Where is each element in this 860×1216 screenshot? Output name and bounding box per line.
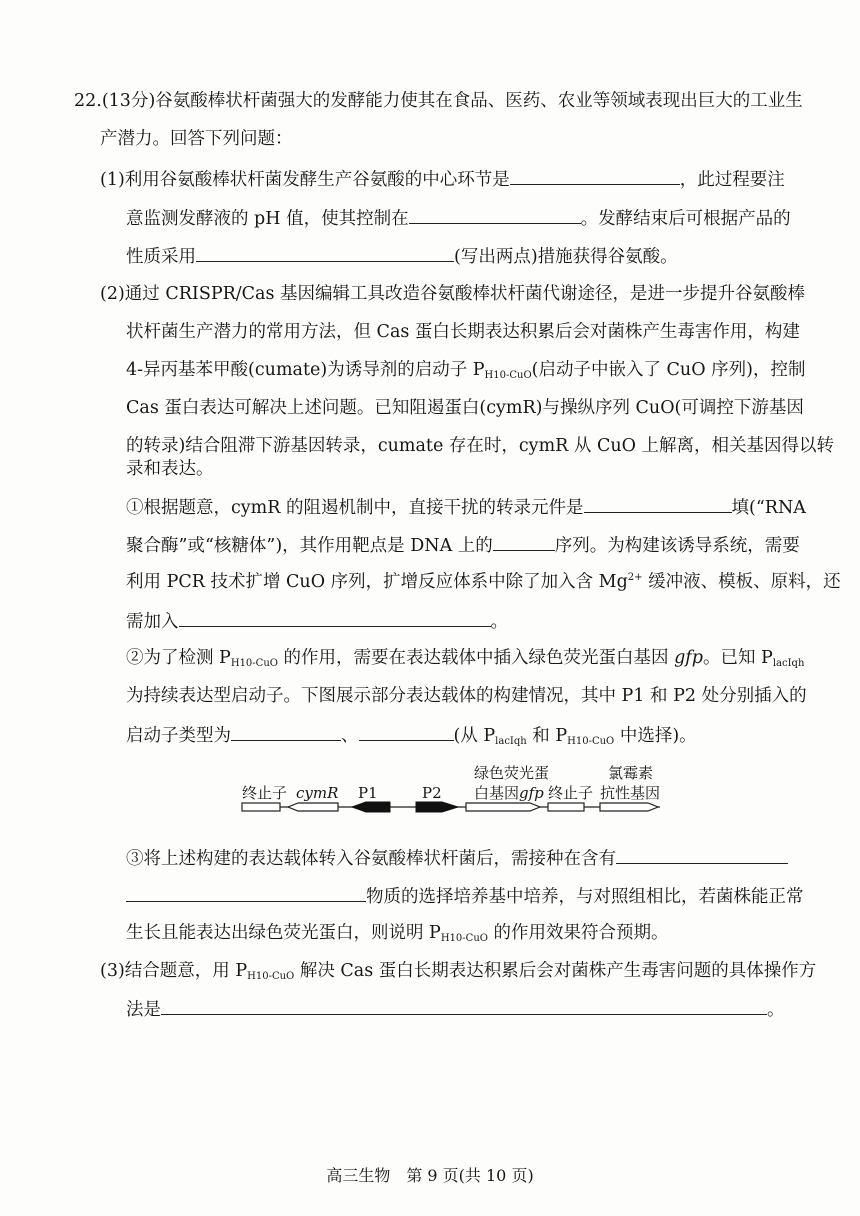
sub2-text: 中选择)。 — [614, 726, 697, 746]
sub2-text: ②为了检测 P — [126, 648, 231, 668]
part2-line-1 — [100, 282, 860, 306]
sub2-line-2 — [126, 684, 860, 708]
part2-text: (启动子中嵌入了 CuO 序列)，控制 — [531, 360, 806, 380]
resistance-label-line-2: 抗性基因 — [600, 784, 661, 802]
promoter-subscript: H10-CuO — [440, 933, 488, 944]
gfp-label-text: 白基因 — [474, 784, 520, 802]
p1-label: P1 — [358, 784, 378, 802]
answer-blank[interactable] — [359, 722, 454, 741]
gfp-label-gene: gfp — [519, 784, 544, 802]
question-number: 22. — [74, 91, 102, 111]
part3-text: 解决 Cas 蛋白长期表达积累后会对菌株产生毒害问题的具体操作方 — [294, 961, 817, 981]
answer-blank[interactable] — [231, 722, 341, 741]
promoter-subscript: H10-CuO — [230, 658, 278, 669]
part2-text: 录和表达。 — [126, 459, 214, 479]
sub1-line-4 — [126, 608, 860, 634]
terminator-2-label: 终止子 — [548, 784, 594, 802]
part2-text: 4-异丙基苯甲酸(cumate)为诱导剂的启动子 P — [126, 360, 485, 380]
sub2-text: 的作用，需要在表达载体中插入绿色荧光蛋白基因 — [277, 648, 675, 668]
gfp-label-line-1: 绿色荧光蛋 — [474, 764, 550, 782]
part2-line-5 — [126, 434, 860, 458]
sub2-text: 和 P — [526, 726, 568, 746]
sub1-text: 序列。为构建该诱导系统，需要 — [554, 536, 800, 556]
part3-line-2 — [126, 996, 860, 1022]
part1-line-1 — [100, 166, 860, 192]
sub1-line-3 — [126, 570, 860, 594]
terminator-1-box — [242, 803, 280, 811]
sub1-line-2 — [126, 532, 860, 558]
part1-text: (写出两点)措施获得谷氨酸。 — [454, 247, 678, 267]
part1-text: 性质采用 — [126, 247, 196, 267]
sub1-line-1 — [126, 494, 860, 520]
sub1-text: 填(“RNA — [731, 498, 806, 518]
answer-blank[interactable] — [196, 243, 454, 262]
part3-text: (3)结合题意，用 P — [100, 961, 248, 981]
sub2-line-3 — [126, 722, 860, 748]
sub1-text: 缓冲液、模板、原料，还 — [642, 572, 841, 592]
gfp-label-line-2 — [474, 784, 544, 802]
answer-blank[interactable] — [510, 166, 680, 185]
sub3-text: ③将上述构建的表达载体转入谷氨酸棒状杆菌后，需接种在含有 — [126, 849, 616, 869]
cymr-label: cymR — [296, 784, 339, 802]
answer-blank[interactable] — [616, 845, 788, 864]
vector-diagram — [230, 762, 670, 822]
sub2-text: 为持续表达型启动子。下图展示部分表达载体的构建情况，其中 P1 和 P2 处分别插入的 — [126, 686, 807, 706]
sub2-text: (从 P — [453, 726, 496, 746]
question-intro-line-1 — [74, 89, 860, 113]
sub2-text: 、 — [341, 726, 359, 746]
part2-line-6 — [126, 457, 860, 481]
gene-name: gfp — [674, 648, 703, 668]
sub3-line-2 — [126, 883, 860, 909]
part1-text: 。发酵结束后可根据产品的 — [580, 209, 791, 229]
answer-blank[interactable] — [126, 883, 366, 902]
part2-line-3 — [126, 358, 860, 382]
resistance-label-line-1: 氯霉素 — [608, 764, 654, 782]
sub1-text: 需加入 — [126, 612, 179, 632]
terminator-2-box — [548, 803, 584, 811]
sub2-line-1 — [126, 646, 860, 670]
question-score: (13分) — [101, 91, 156, 111]
p1-promoter-arrow — [352, 802, 390, 812]
part1-line-3 — [126, 243, 860, 269]
question-intro-line-2 — [100, 127, 860, 151]
gfp-gene-arrow — [466, 803, 540, 811]
sub1-text: 。 — [490, 612, 508, 632]
answer-blank[interactable] — [493, 532, 555, 551]
sub1-text: ①根据题意，cymR 的阻遏机制中，直接干扰的转录元件是 — [126, 498, 584, 518]
question-intro-text-2: 产潜力。回答下列问题： — [100, 129, 293, 149]
answer-blank[interactable] — [179, 608, 491, 627]
answer-blank[interactable] — [409, 205, 581, 224]
p2-label: P2 — [422, 784, 442, 802]
part3-text: 。 — [767, 1000, 785, 1020]
part2-line-2 — [126, 320, 860, 344]
part2-line-4 — [126, 396, 860, 420]
mg-superscript: 2+ — [627, 572, 643, 583]
sub3-line-1 — [126, 845, 860, 871]
sub2-text: 启动子类型为 — [126, 726, 231, 746]
part2-text: (2)通过 CRISPR/Cas 基因编辑工具改造谷氨酸棒状杆菌代谢途径，是进一步提升谷氨酸棒 — [100, 284, 806, 304]
part3-text: 法是 — [126, 1000, 161, 1020]
part1-line-2 — [126, 205, 860, 231]
question-intro-text: 谷氨酸棒状杆菌强大的发酵能力使其在食品、医药、农业等领域表现出巨大的工业生 — [155, 91, 803, 111]
answer-blank[interactable] — [584, 494, 732, 513]
sub1-text: 聚合酶”或“核糖体”)，其作用靶点是 DNA 上的 — [126, 536, 493, 556]
part2-text: Cas 蛋白表达可解决上述问题。已知阻遏蛋白(cymR)与操纵序列 CuO(可调控下游基因 — [126, 398, 804, 418]
answer-blank[interactable] — [161, 996, 767, 1015]
promoter-subscript: lacIqh — [495, 736, 527, 747]
p2-promoter-arrow — [416, 802, 458, 812]
part2-text: 状杆菌生产潜力的常用方法，但 Cas 蛋白长期表达积累后会对菌株产生毒害作用，构建 — [126, 322, 800, 342]
promoter-subscript: H10-CuO — [484, 370, 532, 381]
part3-line-1 — [100, 959, 860, 983]
promoter-subscript: H10-CuO — [567, 736, 615, 747]
sub3-line-3 — [126, 921, 860, 945]
part2-text: 的转录)结合阻滞下游基因转录，cumate 存在时，cymR 从 CuO 上解离，相关基因得以转 — [126, 436, 835, 456]
page-footer: 高三生物 第 9 页(共 10 页) — [326, 1166, 534, 1185]
part1-text: (1)利用谷氨酸棒状杆菌发酵生产谷氨酸的中心环节是 — [100, 170, 510, 190]
resistance-gene-arrow — [600, 803, 658, 811]
part1-text: 意监测发酵液的 pH 值，使其控制在 — [126, 209, 409, 229]
sub2-text: 。已知 P — [702, 648, 773, 668]
promoter-subscript: lacIqh — [772, 658, 805, 669]
part1-text: ，此过程要注 — [679, 170, 785, 190]
sub1-text: 利用 PCR 技术扩增 CuO 序列，扩增反应体系中除了加入含 Mg — [126, 572, 628, 592]
sub3-text: 生长且能表达出绿色荧光蛋白，则说明 P — [126, 923, 441, 943]
sub3-text: 的作用效果符合预期。 — [487, 923, 669, 943]
cymr-gene-arrow — [288, 803, 338, 811]
sub3-text: 物质的选择培养基中培养，与对照组相比，若菌株能正常 — [366, 887, 804, 907]
promoter-subscript: H10-CuO — [247, 971, 295, 982]
terminator-1-label: 终止子 — [242, 784, 288, 802]
